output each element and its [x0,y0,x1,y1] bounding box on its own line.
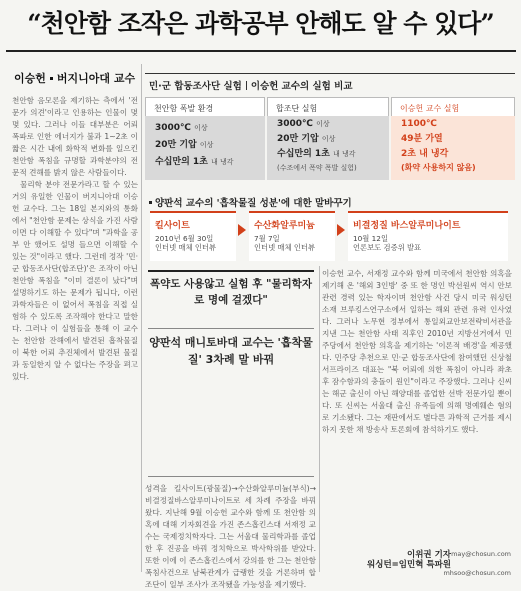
table-column-head: 이승헌 교수 실험 [391,97,515,116]
timeline-item-source: 언론보도 검증위 발표 [353,243,422,252]
paragraph: 이승헌 교수, 서재정 교수와 함께 미국에서 천안함 의혹을 제기해 온 '해외 3인방' 중 또 한 명인 박선원씨 역시 안보관련 경력 있는 학자이며 천안함 사건 당시 미국 워싱턴 소재 브루킹스연구소에서 일하는 해외 관련 유력 인사였다. 그러나 노무현 정부에서 통일외교안보전략비서관을 지낸 그는 천안함 사태 직후인 2010년 지방선거에서 민주당에서 천안함 의혹을 제기하는 '이론적 배경'을 제공했다. 민주당 추천으로 민·군 합동조사단에 참여했던 신상철 서프라이즈 대표는 "북 어뢰에 의한 폭침이 아니라 좌초 후 잠수함과의 충돌이 원인"이라고 주장했다. 그러나 신씨는 해군 출신이 아닌 해양대를 졸업한 선박 전문가일 뿐이다. 또 신씨는 서울대 출신 유족들에 의해 명예훼손 혐의로 기소됐다. 그는 재판에서도 별다른 과학적 근거를 제시하지 못한 채 방송사 토론회에 참석하기도 했다. [322,269,512,434]
timeline-item-source: 인터넷 매체 인터뷰 [155,243,217,252]
headline-rule [6,50,516,52]
table-column-body [391,116,515,180]
table-row: 3000℃ 이상 [155,123,208,133]
paragraph: 물리학 분야 전문가라고 할 수 있는 거의 유일한 인물이 버지니아대 이승헌 교수다. 그는 18일 본지와의 통화에서 "천안함 문제는 상식을 가진 사람이면 다 이해할 수 있다"며 "과학을 공부 안 했어도 설명 들으면 이해할 수 있는 것"이라고 했다. 그런데 정작 '민·군 합동조사단(합조단)'은 조작이 아닌 천안함 폭침을 "이미 결론이 났다"며 설명하기도 하는 문제가 됩니다, 이런 과학자들은 이 없어서 폭침을 직접 실험하 수 있도록 조작해야 한다고 말한다. 그러나 이 실험들을 통해 이 교수는 천안함 잔해에서 발견된 흡착물질이 북한 어뢰 추진체에서 발견된 물질과 동일한지 알 수 없다는 주장을 펴고 있다. [12,180,138,381]
timeline-item [348,211,508,261]
table-note: (화약 사용하지 않음) [401,163,476,172]
table-note: (수조에서 폭약 폭발 실험) [277,164,357,172]
reporter-credit: 이위권 기자 [406,550,451,560]
timeline-item-date: 10월 12일 [353,234,388,243]
arrow-right-icon [337,224,345,236]
subheadline-quote: 폭약도 사용않고 실험 후 "물리학자로 명예 걸겠다" [149,278,313,306]
left-column-text [12,95,138,570]
table-title [149,78,353,92]
table-title-b: 이승헌 교수의 실험 비교 [250,81,353,92]
arrow-right-icon [238,224,246,236]
timeline-title: 양판석 교수의 '흡착물질 성분'에 대한 말바꾸기 [148,195,352,209]
table-column-lee [391,97,515,185]
table-row: 1100℃ [401,119,437,129]
quote-rule [148,270,314,272]
table-column-head: 천안함 폭발 환경 [145,97,265,116]
table-row: 수십만의 1초 내 냉각 [155,157,234,167]
timeline-item-name: 수산화알루미늄 [254,221,315,231]
table-column-jig [267,97,389,185]
headline: “천안함 조작은 과학공부 안해도 알 수 있다” [27,9,494,38]
table-row: 2초 내 냉각 [401,149,449,159]
quote-rule [148,476,314,477]
table-row: 20만 기압 이상 [155,140,214,150]
separator-dot [50,77,53,80]
table-row: 49분 가열 [401,134,443,144]
correspondent-email: mhsoo@chosun.com [443,569,511,577]
table-column-environment [145,97,265,185]
table-column-body [267,116,389,180]
column-divider [141,64,142,572]
timeline-item-name: 킬사이트 [155,221,190,231]
interviewee-byline [14,70,135,86]
reporter-email: may@chosun.com [451,550,511,558]
timeline-item-date: 7월 7일 [254,234,280,243]
middle-column-text [145,483,316,589]
timeline-item [150,211,236,261]
paragraph: 성격을 킬사이트(광물질)→수산화알루미늄(부식)→비결정질바스알루미나이트로 세 차례 주장을 바꿔 왔다. 지난해 9월 이승헌 교수와 함께 또 천안함 의혹에 대해 기자회견을 가진 존스홉킨스대 서재정 교수는 국제정치학자다. 그는 서울대 물리학과를 졸업한 후 진공을 바꿔 정치학으로 박사학위를 받았다. 또한 이에 이 존스홉킨스에서 강의를 한 그는 천안함 폭침사건으로 남북관계가 급랭한 것을 거론하며 합조단이 일부 조사가 조작됐을 가능성을 제기했다. [145,484,316,589]
interviewee-name: 이승헌 [14,72,46,85]
table-rule [145,73,515,74]
column-divider [319,266,320,572]
table-title-a: 민·군 합동조사단 실험 [149,81,242,92]
table-row: 3000℃ 이상 [277,119,330,129]
table-row: 20만 기압 이상 [277,134,336,144]
table-column-head: 합조단 실험 [267,97,389,116]
paragraph: 천안함 음모론을 제기하는 측에서 '전문가 의견'이라고 인용하는 인물이 몇몇 있다. 그러나 이들 대부분은 어뢰 폭파로 인한 에너지가 불과 1~2초 이 짧은 시간 내에 화학적 변화를 일으킨 천안함 폭침을 규명할 과학분야의 전문적 견해를 밝지 않은 사람들이다. [12,96,138,177]
table-row: 수십만의 1초 내 냉각 [277,149,356,159]
correspondent-credit: 워싱턴=임민혁 특파원 [367,560,451,570]
comparison-table [145,64,515,190]
timeline-item-name: 비결정질 바스알루미나이트 [353,221,461,231]
title-separator [246,81,247,90]
interviewee-title: 버지니아대 교수 [56,72,136,85]
right-column-text [322,268,512,546]
title-dot [149,201,152,204]
timeline-item-source: 인터넷 매체 인터뷰 [254,243,316,252]
table-column-body [145,116,265,180]
timeline-item-date: 2010년 6월 30일 [155,234,214,243]
timeline-item [249,211,335,261]
subheadline-second: 양판석 매니토바대 교수는 '흡착물질' 3차례 말 바꿔 [149,336,313,366]
quote-rule [148,328,314,329]
